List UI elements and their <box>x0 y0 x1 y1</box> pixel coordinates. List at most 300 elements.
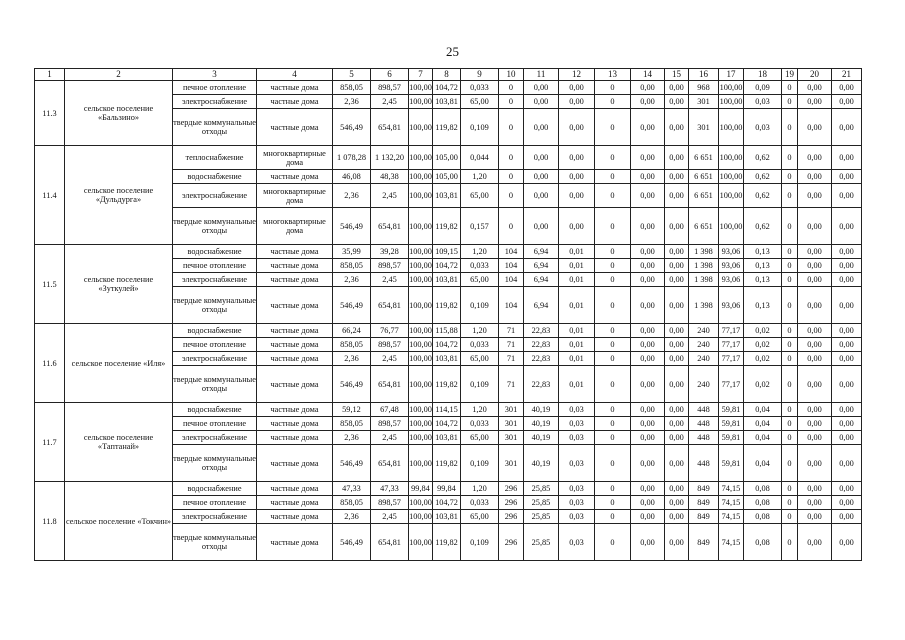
value-cell: 654,81 <box>371 524 409 561</box>
value-cell: 0,033 <box>461 496 499 510</box>
value-cell: 546,49 <box>333 208 371 245</box>
value-cell: 0 <box>782 146 798 170</box>
value-cell: 0 <box>782 482 798 496</box>
value-cell: 100,00 <box>409 496 433 510</box>
value-cell: 0 <box>782 81 798 95</box>
value-cell: 2,36 <box>333 352 371 366</box>
value-cell: 0,00 <box>631 482 665 496</box>
value-cell: 0 <box>595 417 631 431</box>
value-cell: 0,08 <box>744 524 782 561</box>
value-cell: 0 <box>782 324 798 338</box>
value-cell: 0,00 <box>631 170 665 184</box>
value-cell: 0 <box>595 81 631 95</box>
housing-type: частные дома <box>257 366 333 403</box>
value-cell: 104 <box>499 259 524 273</box>
value-cell: 0,109 <box>461 287 499 324</box>
value-cell: 1,20 <box>461 170 499 184</box>
value-cell: 898,57 <box>371 338 409 352</box>
value-cell: 1 398 <box>689 287 719 324</box>
service-type: печное отопление <box>173 496 257 510</box>
value-cell: 654,81 <box>371 445 409 482</box>
value-cell: 0,08 <box>744 510 782 524</box>
value-cell: 0,00 <box>665 366 689 403</box>
value-cell: 2,45 <box>371 352 409 366</box>
value-cell: 100,00 <box>409 109 433 146</box>
value-cell: 0,00 <box>631 324 665 338</box>
value-cell: 0 <box>782 170 798 184</box>
value-cell: 0,109 <box>461 445 499 482</box>
service-type: твердые коммунальные отходы <box>173 287 257 324</box>
value-cell: 0,03 <box>559 510 595 524</box>
value-cell: 898,57 <box>371 417 409 431</box>
value-cell: 0,00 <box>631 510 665 524</box>
value-cell: 0,01 <box>559 352 595 366</box>
value-cell: 74,15 <box>719 510 744 524</box>
value-cell: 65,00 <box>461 95 499 109</box>
table-row <box>35 482 862 496</box>
value-cell: 0,00 <box>559 208 595 245</box>
page-number: 25 <box>446 44 459 59</box>
value-cell: 898,57 <box>371 259 409 273</box>
value-cell: 0,00 <box>832 338 862 352</box>
value-cell: 0,00 <box>798 366 832 403</box>
value-cell: 100,00 <box>719 170 744 184</box>
value-cell: 0,109 <box>461 109 499 146</box>
value-cell: 59,81 <box>719 431 744 445</box>
value-cell: 71 <box>499 324 524 338</box>
value-cell: 898,57 <box>371 81 409 95</box>
value-cell: 0,044 <box>461 146 499 170</box>
housing-type: многоквартирные дома <box>257 146 333 170</box>
value-cell: 0,00 <box>798 95 832 109</box>
value-cell: 46,08 <box>333 170 371 184</box>
value-cell: 0,00 <box>798 324 832 338</box>
column-number: 19 <box>782 69 798 81</box>
value-cell: 40,19 <box>524 445 559 482</box>
value-cell: 0,00 <box>665 81 689 95</box>
value-cell: 0 <box>595 366 631 403</box>
value-cell: 0,00 <box>665 524 689 561</box>
value-cell: 0,00 <box>798 524 832 561</box>
value-cell: 0 <box>595 403 631 417</box>
value-cell: 6,94 <box>524 287 559 324</box>
value-cell: 0,00 <box>559 95 595 109</box>
value-cell: 0,033 <box>461 338 499 352</box>
value-cell: 0,00 <box>631 81 665 95</box>
value-cell: 6,94 <box>524 273 559 287</box>
value-cell: 93,06 <box>719 259 744 273</box>
service-type: твердые коммунальные отходы <box>173 524 257 561</box>
value-cell: 0,00 <box>665 245 689 259</box>
value-cell: 0,00 <box>798 496 832 510</box>
value-cell: 0,00 <box>631 95 665 109</box>
value-cell: 0,00 <box>559 81 595 95</box>
value-cell: 100,00 <box>409 245 433 259</box>
value-cell: 0 <box>782 510 798 524</box>
value-cell: 100,00 <box>409 431 433 445</box>
value-cell: 0 <box>499 146 524 170</box>
service-type: электроснабжение <box>173 184 257 208</box>
value-cell: 0,00 <box>524 170 559 184</box>
value-cell: 0,00 <box>798 352 832 366</box>
value-cell: 0 <box>782 287 798 324</box>
value-cell: 104,72 <box>433 496 461 510</box>
group-number: 11.5 <box>35 245 65 324</box>
value-cell: 0,00 <box>524 109 559 146</box>
value-cell: 296 <box>499 496 524 510</box>
value-cell: 849 <box>689 496 719 510</box>
value-cell: 2,45 <box>371 510 409 524</box>
value-cell: 0 <box>782 109 798 146</box>
value-cell: 0,08 <box>744 482 782 496</box>
value-cell: 114,15 <box>433 403 461 417</box>
value-cell: 0,02 <box>744 338 782 352</box>
value-cell: 448 <box>689 431 719 445</box>
value-cell: 0,00 <box>832 170 862 184</box>
value-cell: 0,04 <box>744 417 782 431</box>
value-cell: 25,85 <box>524 496 559 510</box>
column-number: 18 <box>744 69 782 81</box>
value-cell: 858,05 <box>333 81 371 95</box>
value-cell: 0,00 <box>631 208 665 245</box>
value-cell: 301 <box>499 403 524 417</box>
value-cell: 59,81 <box>719 417 744 431</box>
value-cell: 77,17 <box>719 338 744 352</box>
value-cell: 0,00 <box>631 366 665 403</box>
value-cell: 0,00 <box>665 324 689 338</box>
table-row <box>35 324 862 338</box>
value-cell: 301 <box>689 109 719 146</box>
value-cell: 0,00 <box>631 287 665 324</box>
value-cell: 0,00 <box>798 431 832 445</box>
value-cell: 0,62 <box>744 170 782 184</box>
value-cell: 0,00 <box>832 81 862 95</box>
value-cell: 100,00 <box>719 184 744 208</box>
value-cell: 0 <box>782 366 798 403</box>
value-cell: 119,82 <box>433 445 461 482</box>
value-cell: 0 <box>595 524 631 561</box>
value-cell: 100,00 <box>409 184 433 208</box>
value-cell: 448 <box>689 417 719 431</box>
value-cell: 0 <box>782 95 798 109</box>
column-number: 2 <box>65 69 173 81</box>
value-cell: 0,00 <box>665 208 689 245</box>
value-cell: 0,00 <box>832 510 862 524</box>
housing-type: частные дома <box>257 524 333 561</box>
value-cell: 301 <box>499 417 524 431</box>
value-cell: 0,00 <box>832 366 862 403</box>
housing-type: частные дома <box>257 338 333 352</box>
column-number: 15 <box>665 69 689 81</box>
value-cell: 0,00 <box>631 403 665 417</box>
value-cell: 0,01 <box>559 259 595 273</box>
value-cell: 0,00 <box>665 352 689 366</box>
value-cell: 66,24 <box>333 324 371 338</box>
value-cell: 109,15 <box>433 245 461 259</box>
value-cell: 6,94 <box>524 245 559 259</box>
value-cell: 0,00 <box>631 352 665 366</box>
settlement-name: сельское поселение «Таптанай» <box>65 403 173 482</box>
column-number: 4 <box>257 69 333 81</box>
value-cell: 0,00 <box>631 496 665 510</box>
value-cell: 0,00 <box>798 482 832 496</box>
value-cell: 0 <box>499 81 524 95</box>
value-cell: 0,00 <box>665 273 689 287</box>
housing-type: частные дома <box>257 445 333 482</box>
value-cell: 0,00 <box>631 524 665 561</box>
value-cell: 0 <box>595 287 631 324</box>
tariff-table <box>34 68 862 561</box>
value-cell: 0,04 <box>744 431 782 445</box>
value-cell: 0,00 <box>631 146 665 170</box>
value-cell: 100,00 <box>409 417 433 431</box>
housing-type: частные дома <box>257 496 333 510</box>
value-cell: 0,00 <box>798 146 832 170</box>
value-cell: 0,02 <box>744 324 782 338</box>
value-cell: 0,03 <box>559 431 595 445</box>
value-cell: 858,05 <box>333 338 371 352</box>
value-cell: 76,77 <box>371 324 409 338</box>
value-cell: 0,13 <box>744 273 782 287</box>
value-cell: 0,00 <box>798 170 832 184</box>
value-cell: 0 <box>595 109 631 146</box>
value-cell: 301 <box>689 95 719 109</box>
value-cell: 119,82 <box>433 287 461 324</box>
service-type: электроснабжение <box>173 352 257 366</box>
value-cell: 0,00 <box>798 510 832 524</box>
housing-type: частные дома <box>257 109 333 146</box>
value-cell: 100,00 <box>719 95 744 109</box>
value-cell: 74,15 <box>719 524 744 561</box>
value-cell: 47,33 <box>333 482 371 496</box>
column-number: 14 <box>631 69 665 81</box>
service-type: водоснабжение <box>173 170 257 184</box>
value-cell: 100,00 <box>409 445 433 482</box>
value-cell: 0,00 <box>665 259 689 273</box>
value-cell: 0,00 <box>665 170 689 184</box>
value-cell: 296 <box>499 524 524 561</box>
value-cell: 48,38 <box>371 170 409 184</box>
value-cell: 0,00 <box>798 81 832 95</box>
housing-type: частные дома <box>257 352 333 366</box>
service-type: электроснабжение <box>173 431 257 445</box>
value-cell: 0,00 <box>832 445 862 482</box>
value-cell: 93,06 <box>719 245 744 259</box>
value-cell: 0,00 <box>559 184 595 208</box>
value-cell: 654,81 <box>371 208 409 245</box>
value-cell: 0,03 <box>559 524 595 561</box>
value-cell: 71 <box>499 352 524 366</box>
value-cell: 25,85 <box>524 510 559 524</box>
value-cell: 0,00 <box>832 482 862 496</box>
value-cell: 0,00 <box>524 81 559 95</box>
value-cell: 2,36 <box>333 431 371 445</box>
value-cell: 0,00 <box>665 109 689 146</box>
column-number: 21 <box>832 69 862 81</box>
value-cell: 0 <box>782 445 798 482</box>
value-cell: 104,72 <box>433 417 461 431</box>
table-row <box>35 81 862 95</box>
value-cell: 0 <box>499 184 524 208</box>
value-cell: 6 651 <box>689 170 719 184</box>
value-cell: 296 <box>499 510 524 524</box>
value-cell: 74,15 <box>719 482 744 496</box>
value-cell: 0,00 <box>631 431 665 445</box>
service-type: водоснабжение <box>173 403 257 417</box>
value-cell: 0,62 <box>744 208 782 245</box>
value-cell: 0,00 <box>832 245 862 259</box>
service-type: твердые коммунальные отходы <box>173 445 257 482</box>
value-cell: 0 <box>782 352 798 366</box>
value-cell: 93,06 <box>719 273 744 287</box>
service-type: твердые коммунальные отходы <box>173 109 257 146</box>
value-cell: 301 <box>499 445 524 482</box>
value-cell: 0,00 <box>798 109 832 146</box>
value-cell: 0,109 <box>461 366 499 403</box>
value-cell: 100,00 <box>409 338 433 352</box>
value-cell: 0,00 <box>832 208 862 245</box>
value-cell: 654,81 <box>371 366 409 403</box>
value-cell: 0,13 <box>744 287 782 324</box>
value-cell: 858,05 <box>333 259 371 273</box>
value-cell: 100,00 <box>719 208 744 245</box>
value-cell: 0 <box>782 338 798 352</box>
value-cell: 0 <box>782 417 798 431</box>
group-number: 11.3 <box>35 81 65 146</box>
value-cell: 115,88 <box>433 324 461 338</box>
value-cell: 0,00 <box>832 146 862 170</box>
value-cell: 849 <box>689 482 719 496</box>
value-cell: 0,00 <box>665 338 689 352</box>
value-cell: 0 <box>595 352 631 366</box>
value-cell: 59,81 <box>719 403 744 417</box>
value-cell: 0,03 <box>559 482 595 496</box>
value-cell: 104 <box>499 273 524 287</box>
housing-type: частные дома <box>257 510 333 524</box>
value-cell: 0 <box>595 431 631 445</box>
value-cell: 0,00 <box>832 352 862 366</box>
housing-type: частные дома <box>257 245 333 259</box>
value-cell: 0 <box>782 403 798 417</box>
value-cell: 100,00 <box>409 146 433 170</box>
value-cell: 0,00 <box>524 208 559 245</box>
column-number: 11 <box>524 69 559 81</box>
value-cell: 858,05 <box>333 417 371 431</box>
value-cell: 0 <box>782 431 798 445</box>
value-cell: 0,00 <box>832 273 862 287</box>
value-cell: 0,00 <box>665 445 689 482</box>
column-number: 13 <box>595 69 631 81</box>
value-cell: 0,00 <box>631 338 665 352</box>
value-cell: 22,83 <box>524 366 559 403</box>
value-cell: 119,82 <box>433 109 461 146</box>
value-cell: 0,00 <box>798 287 832 324</box>
value-cell: 0,00 <box>631 109 665 146</box>
value-cell: 0,04 <box>744 445 782 482</box>
value-cell: 1,20 <box>461 482 499 496</box>
value-cell: 0,01 <box>559 338 595 352</box>
value-cell: 0,00 <box>798 417 832 431</box>
value-cell: 2,45 <box>371 273 409 287</box>
value-cell: 93,06 <box>719 287 744 324</box>
service-type: печное отопление <box>173 81 257 95</box>
column-number: 9 <box>461 69 499 81</box>
value-cell: 0,00 <box>798 208 832 245</box>
value-cell: 858,05 <box>333 496 371 510</box>
service-type: электроснабжение <box>173 510 257 524</box>
value-cell: 77,17 <box>719 324 744 338</box>
value-cell: 22,83 <box>524 338 559 352</box>
value-cell: 0,00 <box>665 417 689 431</box>
table-row <box>35 146 862 170</box>
value-cell: 6 651 <box>689 208 719 245</box>
value-cell: 849 <box>689 524 719 561</box>
group-number: 11.8 <box>35 482 65 561</box>
value-cell: 103,81 <box>433 510 461 524</box>
value-cell: 301 <box>499 431 524 445</box>
value-cell: 100,00 <box>409 366 433 403</box>
value-cell: 0 <box>595 510 631 524</box>
value-cell: 100,00 <box>409 524 433 561</box>
value-cell: 240 <box>689 352 719 366</box>
service-type: печное отопление <box>173 338 257 352</box>
value-cell: 2,36 <box>333 510 371 524</box>
value-cell: 0,03 <box>559 417 595 431</box>
value-cell: 6 651 <box>689 146 719 170</box>
value-cell: 0,08 <box>744 496 782 510</box>
value-cell: 0 <box>595 445 631 482</box>
housing-type: частные дома <box>257 403 333 417</box>
value-cell: 0 <box>782 496 798 510</box>
value-cell: 448 <box>689 445 719 482</box>
value-cell: 40,19 <box>524 403 559 417</box>
value-cell: 0 <box>782 208 798 245</box>
column-number: 16 <box>689 69 719 81</box>
value-cell: 0,13 <box>744 259 782 273</box>
value-cell: 240 <box>689 324 719 338</box>
value-cell: 0,00 <box>631 245 665 259</box>
value-cell: 546,49 <box>333 524 371 561</box>
value-cell: 100,00 <box>409 259 433 273</box>
service-type: твердые коммунальные отходы <box>173 208 257 245</box>
value-cell: 0,00 <box>798 403 832 417</box>
value-cell: 104 <box>499 245 524 259</box>
value-cell: 100,00 <box>409 324 433 338</box>
value-cell: 0,00 <box>832 417 862 431</box>
value-cell: 0,00 <box>832 287 862 324</box>
value-cell: 119,82 <box>433 366 461 403</box>
value-cell: 546,49 <box>333 366 371 403</box>
value-cell: 0 <box>782 273 798 287</box>
value-cell: 0 <box>595 146 631 170</box>
value-cell: 22,83 <box>524 324 559 338</box>
value-cell: 0,02 <box>744 366 782 403</box>
value-cell: 0 <box>782 259 798 273</box>
service-type: электроснабжение <box>173 273 257 287</box>
value-cell: 0,13 <box>744 245 782 259</box>
value-cell: 22,83 <box>524 352 559 366</box>
service-type: водоснабжение <box>173 245 257 259</box>
value-cell: 0,00 <box>524 95 559 109</box>
value-cell: 25,85 <box>524 482 559 496</box>
service-type: теплоснабжение <box>173 146 257 170</box>
service-type: электроснабжение <box>173 95 257 109</box>
value-cell: 0,00 <box>631 417 665 431</box>
value-cell: 0,03 <box>559 496 595 510</box>
value-cell: 849 <box>689 510 719 524</box>
service-type: печное отопление <box>173 417 257 431</box>
column-number: 12 <box>559 69 595 81</box>
